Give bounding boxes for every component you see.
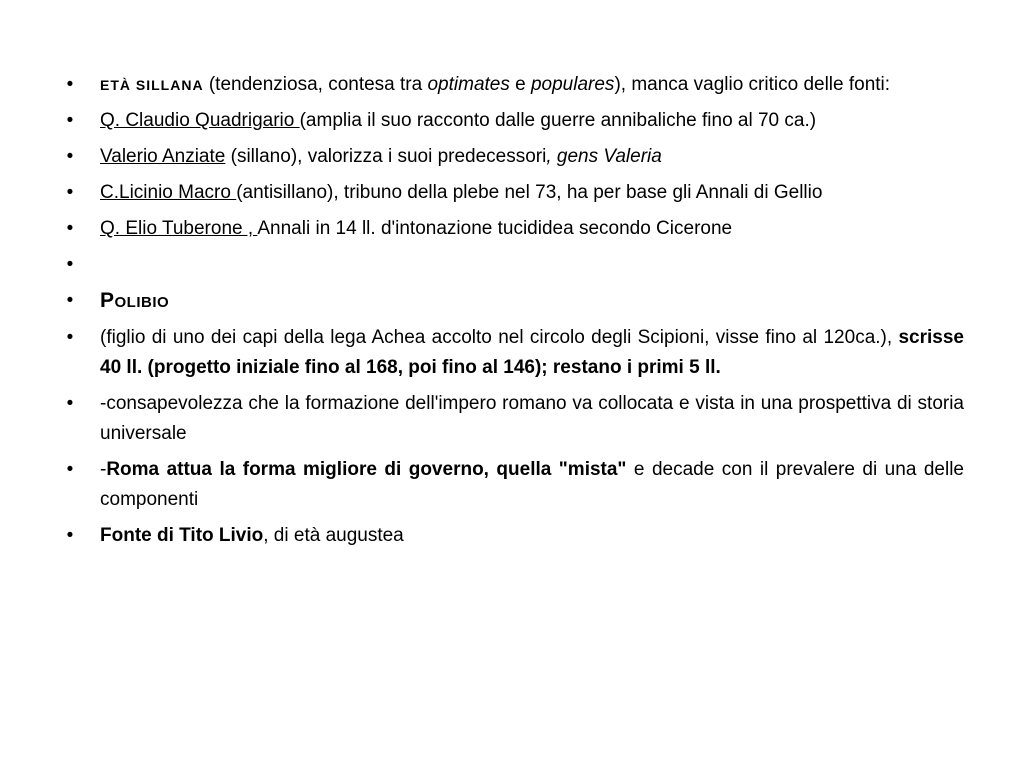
italic-term: optimates — [427, 74, 510, 95]
text: (amplia il suo racconto dalle guerre annibaliche fino al 70 ca.) — [299, 110, 817, 131]
bullet-item-consapevolezza — [60, 389, 964, 449]
bullet-dot: • — [66, 254, 74, 275]
section-heading: Polibio — [100, 289, 170, 312]
text: (figlio di uno dei capi della lega Achea accolto nel circolo degli Scipioni, visse fino al 120ca.), — [100, 327, 899, 348]
text: (tendenziosa, contesa tra — [203, 74, 428, 95]
italic-term: , gens Valeria — [546, 146, 662, 167]
bullet-item-roma — [60, 455, 964, 515]
text: -consapevolezza che la formazione dell'impero romano va collocata e vista in una prospettiva di storia universale — [100, 393, 964, 444]
bullet-dot: • — [66, 525, 74, 546]
text: e decade con il prevalere di una delle componenti — [100, 459, 964, 510]
italic-term: populares — [530, 74, 615, 95]
text: ), manca vaglio critico delle fonti: — [614, 74, 891, 95]
text: (antisillano), tribuno della plebe nel 73, ha per base gli Annali di Gellio — [236, 182, 823, 203]
author-name: Q. Claudio Quadrigario — [100, 110, 300, 131]
bullet-dot: • — [66, 182, 74, 203]
text: , di età augustea — [263, 525, 404, 546]
bullet-dot: • — [66, 218, 74, 239]
bullet-item-empty — [60, 250, 964, 280]
bullet-item-anziate — [60, 142, 964, 172]
bullet-dot: • — [66, 393, 74, 414]
bullet-dot: • — [66, 459, 74, 480]
text: (sillano), valorizza i suoi predecessori — [225, 146, 547, 167]
bullet-item-tuberone — [60, 214, 964, 244]
author-name: Q. Elio Tuberone , — [100, 218, 258, 239]
text: Annali in 14 ll. d'intonazione tucididea secondo Cicerone — [257, 218, 733, 239]
author-name: C.Licinio Macro — [100, 182, 237, 203]
bullet-dot: • — [66, 327, 74, 348]
bold-text: scrisse 40 ll. (progetto iniziale fino al 168, poi fino al 146); restano i primi 5 ll. — [100, 327, 964, 378]
bullet-dot: • — [66, 110, 74, 131]
section-label: ETÀ SILLANA — [100, 77, 204, 93]
bullet-dot: • — [66, 74, 74, 95]
text: - — [100, 459, 107, 480]
bullet-item-polibio-bio — [60, 323, 964, 383]
bullet-item-eta-sillana — [60, 70, 964, 100]
bullet-item-quadrigario — [60, 106, 964, 136]
bold-text: Fonte di Tito Livio — [100, 525, 264, 546]
author-name: Valerio Anziate — [100, 146, 226, 167]
bullet-dot: • — [66, 146, 74, 167]
bullet-dot: • — [66, 290, 74, 311]
bullet-list — [60, 70, 964, 551]
bullet-item-polibio — [60, 286, 964, 317]
bullet-item-fonte-livio — [60, 521, 964, 551]
bullet-item-macro — [60, 178, 964, 208]
text: e — [509, 74, 531, 95]
bold-text: Roma attua la forma migliore di governo, quella "mista" — [106, 459, 627, 480]
